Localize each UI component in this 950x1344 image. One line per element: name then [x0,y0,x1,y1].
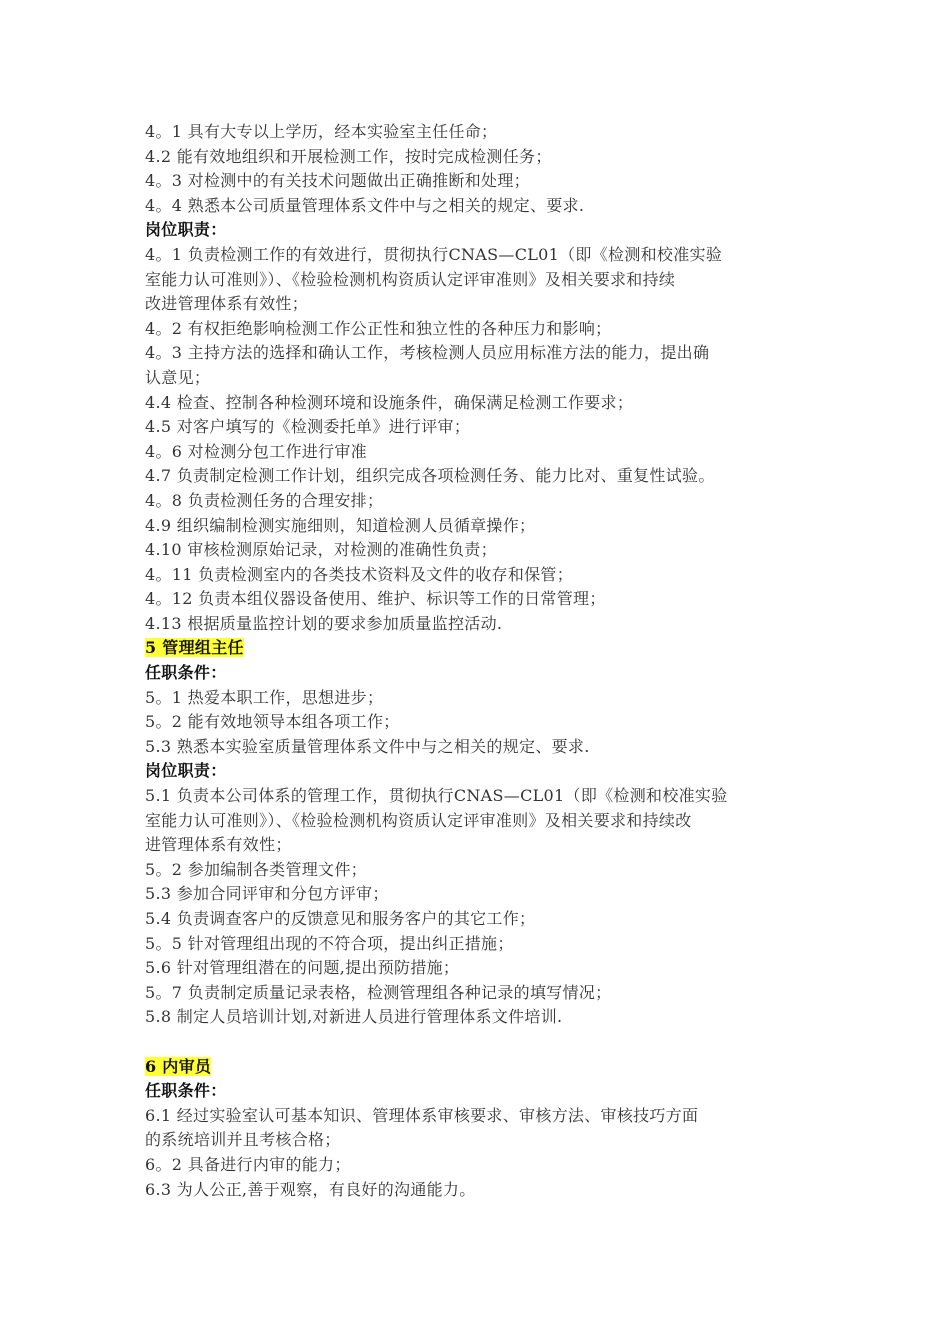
text-line: 4.4 检查、控制各种检测环境和设施条件，确保满足检测工作要求； [145,392,634,412]
text-line: 5.6 针对管理组潜在的问题,提出预防措施； [145,958,460,978]
text-line: 4。1 负责检测工作的有效进行，贯彻执行CNAS—CL01（即《检测和校准实验 [145,244,723,264]
text-line: 5.1 负责本公司体系的管理工作，贯彻执行CNAS—CL01（即《检测和校准实验 [145,786,728,806]
text-line: 5。2 能有效地领导本组各项工作； [145,712,400,732]
section-title [145,636,815,661]
text-line: 4。4 熟悉本公司质量管理体系文件中与之相关的规定、要求. [145,195,585,215]
text-line: 5.4 负责调查客户的反馈意见和服务客户的其它工作； [145,909,536,928]
document-body [145,120,815,1202]
text-line: 改进管理体系有效性； [145,294,309,314]
text-line: 室能力认可准则》）、《检验检测机构资质认定评审准则》及相关要求和持续 [145,269,676,289]
text-line: 4。3 对检测中的有关技术问题做出正确推断和处理； [145,171,530,191]
text-line: 6.1 经过实验室认可基本知识、管理体系审核要求、审核方法、审核技巧方面 [145,1105,699,1125]
subsection-heading: 岗位职责： [145,761,227,781]
text-line: 5。7 负责制定质量记录表格，检测管理组各种记录的填写情况； [145,982,612,1002]
text-line: 4.9 组织编制检测实施细则，知道检测人员循章操作； [145,515,536,535]
text-line: 5.3 参加合同评审和分包方评审； [145,884,389,904]
subsection-heading: 任职条件： [145,663,227,683]
subsection-heading: 任职条件： [145,1081,227,1101]
text-line: 6。2 具备进行内审的能力； [145,1154,351,1174]
text-line: 4。12 负责本组仪器设备使用、维护、标识等工作的日常管理； [145,589,606,609]
text-line: 4.7 负责制定检测工作计划，组织完成各项检测任务、能力比对、重复性试验。 [145,466,715,486]
text-line: 6.3 为人公正,善于观察，有良好的沟通能力。 [145,1179,476,1199]
text-line: 5.3 熟悉本实验室质量管理体系文件中与之相关的规定、要求. [145,736,590,756]
text-line: 室能力认可准则》）、《检验检测机构资质认定评审准则》及相关要求和持续改 [145,810,692,830]
text-line: 4。11 负责检测室内的各类技术资料及文件的收存和保管； [145,564,574,584]
text-line: 4。1 具有大专以上学历，经本实验室主任任命； [145,122,498,141]
text-line: 4。2 有权拒绝影响检测工作公正性和独立性的各种压力和影响； [145,318,612,338]
text-line: 4.13 根据质量监控计划的要求参加质量监控活动. [145,613,503,633]
text-line: 4。8 负责检测任务的合理安排； [145,490,384,510]
text-line: 4.10 审核检测原始记录，对检测的准确性负责； [145,540,497,560]
section-title-text: 6 内审员 [145,1056,212,1076]
text-line: 认意见； [145,367,211,387]
text-line: 4.5 对客户填写的《检测委托单》进行评审； [145,417,471,437]
text-line: 5。5 针对管理组出现的不符合项，提出纠正措施； [145,933,514,953]
section-title [145,1055,815,1080]
text-line: 的系统培训并且考核合格； [145,1130,341,1150]
text-line: 进管理体系有效性； [145,835,292,855]
subsection-heading: 岗位职责： [145,220,227,240]
blank-line [145,1030,815,1055]
text-line: 5.8 制定人员培训计划,对新进人员进行管理体系文件培训. [145,1007,563,1027]
text-line: 4。6 对检测分包工作进行审准 [145,441,367,461]
text-line: 5。1 热爱本职工作，思想进步； [145,687,384,707]
text-line: 4.2 能有效地组织和开展检测工作，按时完成检测任务； [145,146,552,166]
section-title-text: 5 管理组主任 [145,638,244,658]
text-line: 5。2 参加编制各类管理文件； [145,859,367,879]
text-line: 4。3 主持方法的选择和确认工作，考核检测人员应用标准方法的能力，提出确 [145,343,710,363]
